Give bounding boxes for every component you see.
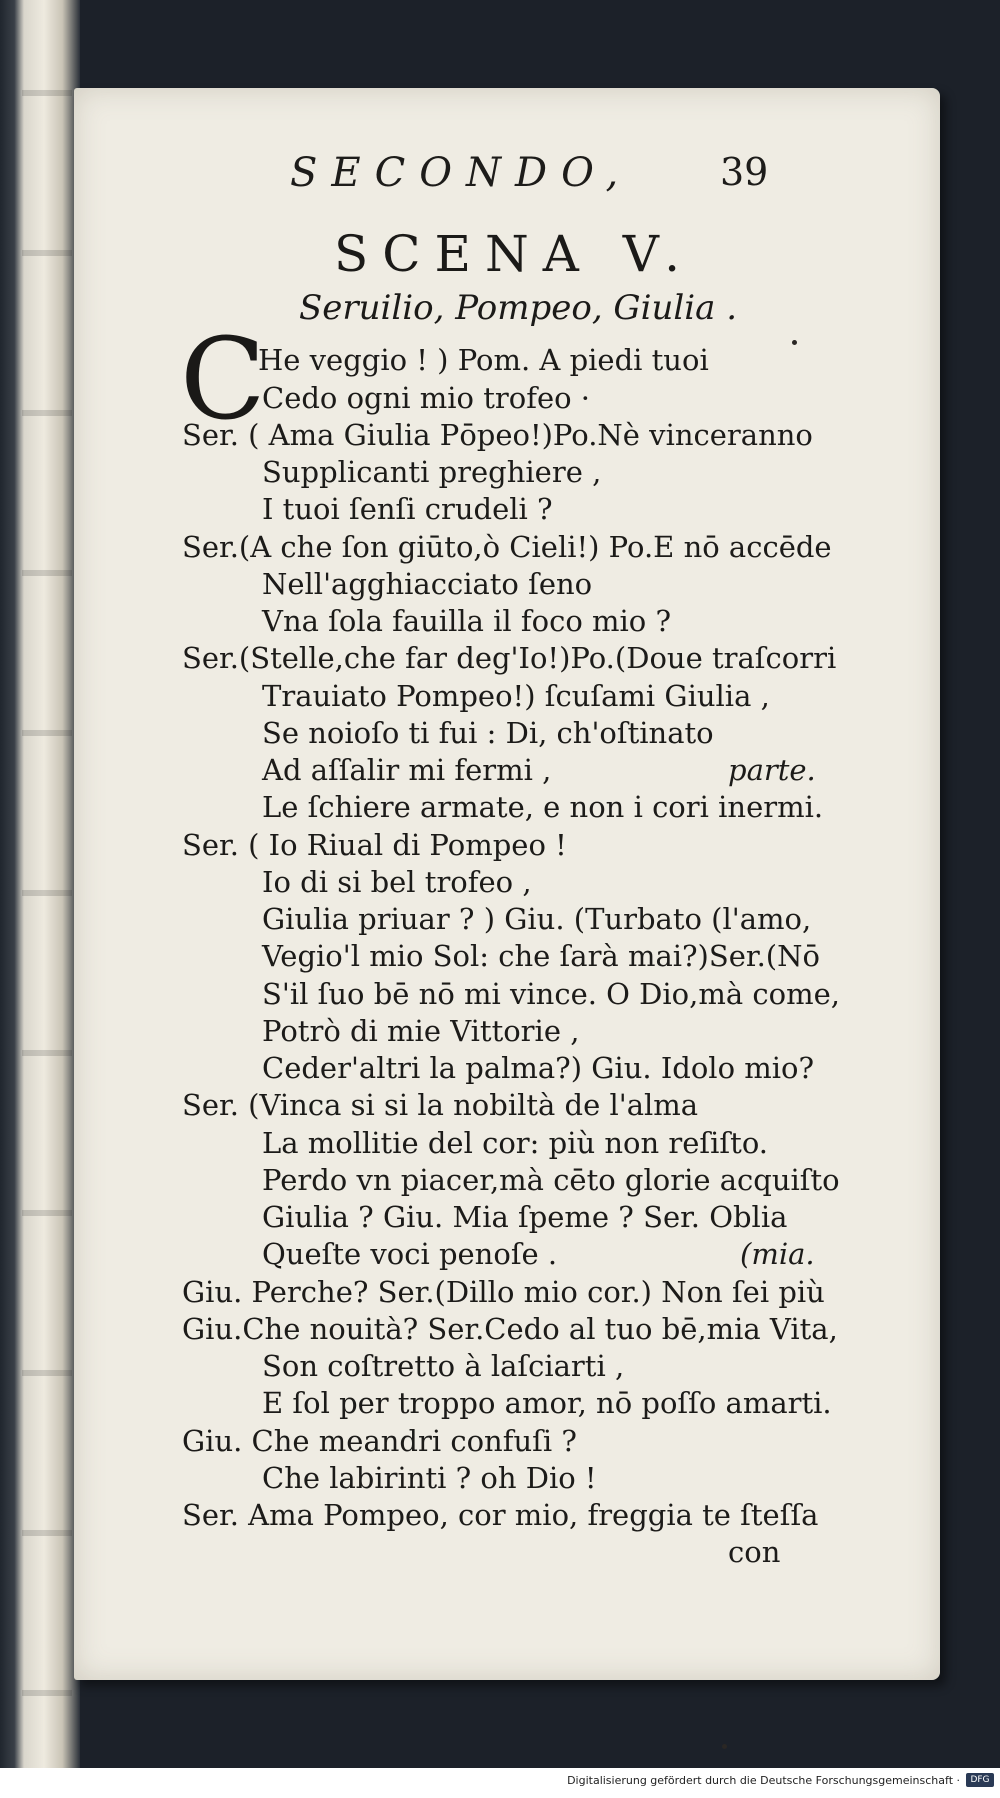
digitization-footer: [0, 1768, 1000, 1798]
text-line: Vegio'l mio Sol: che ſarà mai?)Ser.(Nō: [262, 939, 820, 973]
text-line: Queſte voci penoſe .: [262, 1237, 558, 1271]
text-line: Trauiato Pompeo!) ſcuſami Giulia ,: [262, 679, 770, 713]
ink-speck: [722, 1744, 727, 1749]
text-line: Giu. Perche? Ser.(Dillo mio cor.) Non ſei più: [182, 1275, 825, 1309]
text-line: Giu. Che meandri confuſi ?: [182, 1424, 577, 1458]
running-head-title: SECONDO,: [290, 150, 633, 196]
text-line: Giu.Che nouità? Ser.Cedo al tuo bē,mia Vita,: [182, 1312, 838, 1346]
text-line: Ser. ( Io Riual di Pompeo !: [182, 828, 567, 862]
text-line: Io di si bel trofeo ,: [262, 865, 532, 899]
text-line: Le ſchiere armate, e non i cori inermi.: [262, 790, 824, 824]
text-line: Ser. Ama Pompeo, cor mio, freggia te ſteſſa: [182, 1498, 819, 1532]
text-line: Ad aſſalir mi fermi ,: [262, 753, 552, 787]
scene-title: SCENA V.: [333, 225, 695, 283]
verse-carryover: (mia.: [740, 1237, 815, 1271]
text-line: Cedo ogni mio trofeo ·: [262, 381, 591, 415]
text-line: He veggio ! ) Pom. A piedi tuoi: [258, 343, 709, 377]
page-number: 39: [720, 150, 769, 194]
catchword: con: [728, 1535, 781, 1569]
dfg-logo: DFG: [966, 1773, 994, 1787]
drop-cap: C: [180, 315, 266, 445]
text-line: Nell'agghiacciato ſeno: [262, 567, 593, 601]
text-line: Giulia priuar ? ) Giu. (Turbato (l'amo,: [262, 902, 812, 936]
text-line: Ceder'altri la palma?) Giu. Idolo mio?: [262, 1051, 815, 1085]
text-line: Ser.(Stelle,che far deg'Io!)Po.(Doue traſcorri: [182, 641, 837, 675]
text-line: Ser. (Vinca si si la nobiltà de l'alma: [182, 1088, 699, 1122]
text-line: Che labirinti ? oh Dio !: [262, 1461, 597, 1495]
running-head: [220, 150, 800, 200]
scene-characters: Seruilio, Pompeo, Giulia .: [298, 288, 737, 328]
text-line: Son coſtretto à laſciarti ,: [262, 1349, 625, 1383]
text-line: Vna ſola fauilla il foco mio ?: [262, 604, 672, 638]
text-line: Se noioſo ti fui : Di, ch'oſtinato: [262, 716, 714, 750]
text-line: E ſol per troppo amor, nō poſſo amarti.: [262, 1386, 832, 1420]
text-line: Giulia ? Giu. Mia ſpeme ? Ser. Oblia: [262, 1200, 788, 1234]
text-line: Perdo vn piacer,mà cēto glorie acquiſto: [262, 1163, 840, 1197]
footer-credit: Digitalisierung gefördert durch die Deutsche Forschungsgemeinschaft ·: [567, 1774, 960, 1787]
ink-speck: [792, 340, 797, 345]
stage-direction: parte.: [728, 753, 816, 787]
text-line: La mollitie del cor: più non reſiſto.: [262, 1126, 768, 1160]
text-line: Potrò di mie Vittorie ,: [262, 1014, 580, 1048]
text-line: Ser. ( Ama Giulia Pōpeo!)Po.Nè vinceranno: [182, 418, 813, 452]
text-line: I tuoi ſenſi crudeli ?: [262, 492, 553, 526]
text-line: S'il ſuo bē nō mi vince. O Dio,mà come,: [262, 977, 840, 1011]
text-line: Supplicanti preghiere ,: [262, 455, 602, 489]
text-line: Ser.(A che ſon giūto,ò Cieli!) Po.E nō accēde: [182, 530, 832, 564]
